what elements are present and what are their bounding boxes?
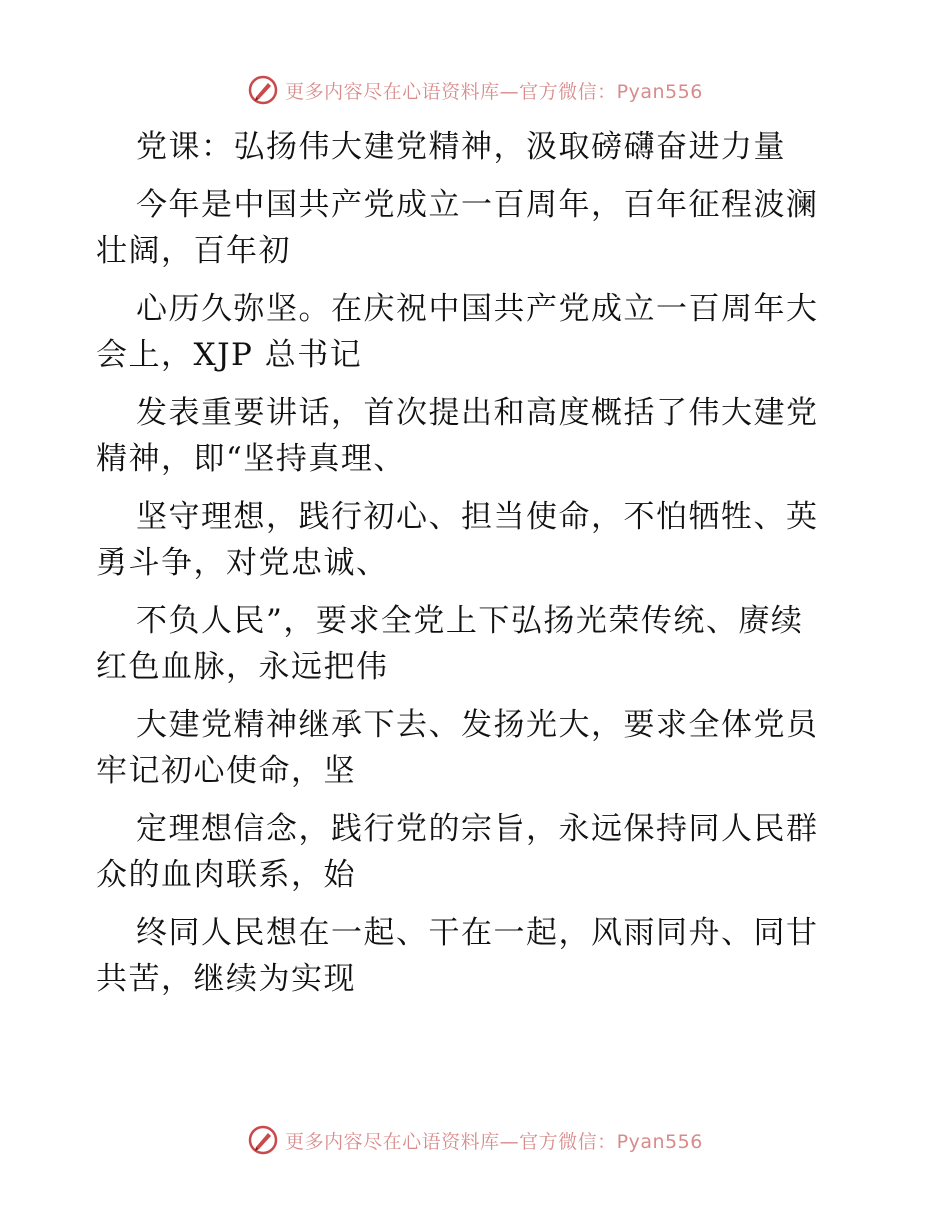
text-line: 红色血脉，永远把伟 — [96, 649, 389, 685]
text-line: 精神，即“坚持真理、 — [96, 441, 406, 477]
text-line: 会上，XJP 总书记 — [96, 337, 363, 373]
text-line: 发表重要讲话，首次提出和高度概括了伟大建党 — [136, 395, 819, 431]
text-line: 定理想信念，践行党的宗旨，永远保持同人民群 — [136, 811, 819, 847]
pen-logo-icon — [247, 1124, 279, 1156]
watermark-text: 更多内容尽在心语资料库—官方微信：Pyan556 — [285, 1130, 703, 1153]
text-line: 终同人民想在一起、干在一起，风雨同舟、同甘 — [136, 915, 819, 951]
text-line: 众的血肉联系，始 — [96, 857, 356, 893]
text-line: 坚守理想，践行初心、担当使命，不怕牺牲、英 — [136, 499, 819, 535]
text-line: 心历久弥坚。在庆祝中国共产党成立一百周年大 — [136, 291, 819, 327]
document-title: 党课：弘扬伟大建党精神，汲取磅礴奋进力量 — [136, 129, 786, 165]
text-line: 不负人民”，要求全党上下弘扬光荣传统、赓续 — [136, 603, 804, 639]
watermark-text: 更多内容尽在心语资料库—官方微信：Pyan556 — [285, 80, 703, 103]
pen-logo-icon — [247, 74, 279, 106]
text-line: 今年是中国共产党成立一百周年，百年征程波澜 — [136, 187, 819, 223]
text-line: 大建党精神继承下去、发扬光大，要求全体党员 — [136, 707, 819, 743]
header-watermark — [0, 70, 950, 110]
text-line: 勇斗争，对党忠诚、 — [96, 545, 389, 581]
text-line: 壮阔，百年初 — [96, 233, 291, 269]
text-line: 共苦，继续为实现 — [96, 961, 356, 997]
document-body — [96, 124, 856, 1002]
text-line: 牢记初心使命，坚 — [96, 753, 356, 789]
footer-watermark — [0, 1120, 950, 1160]
